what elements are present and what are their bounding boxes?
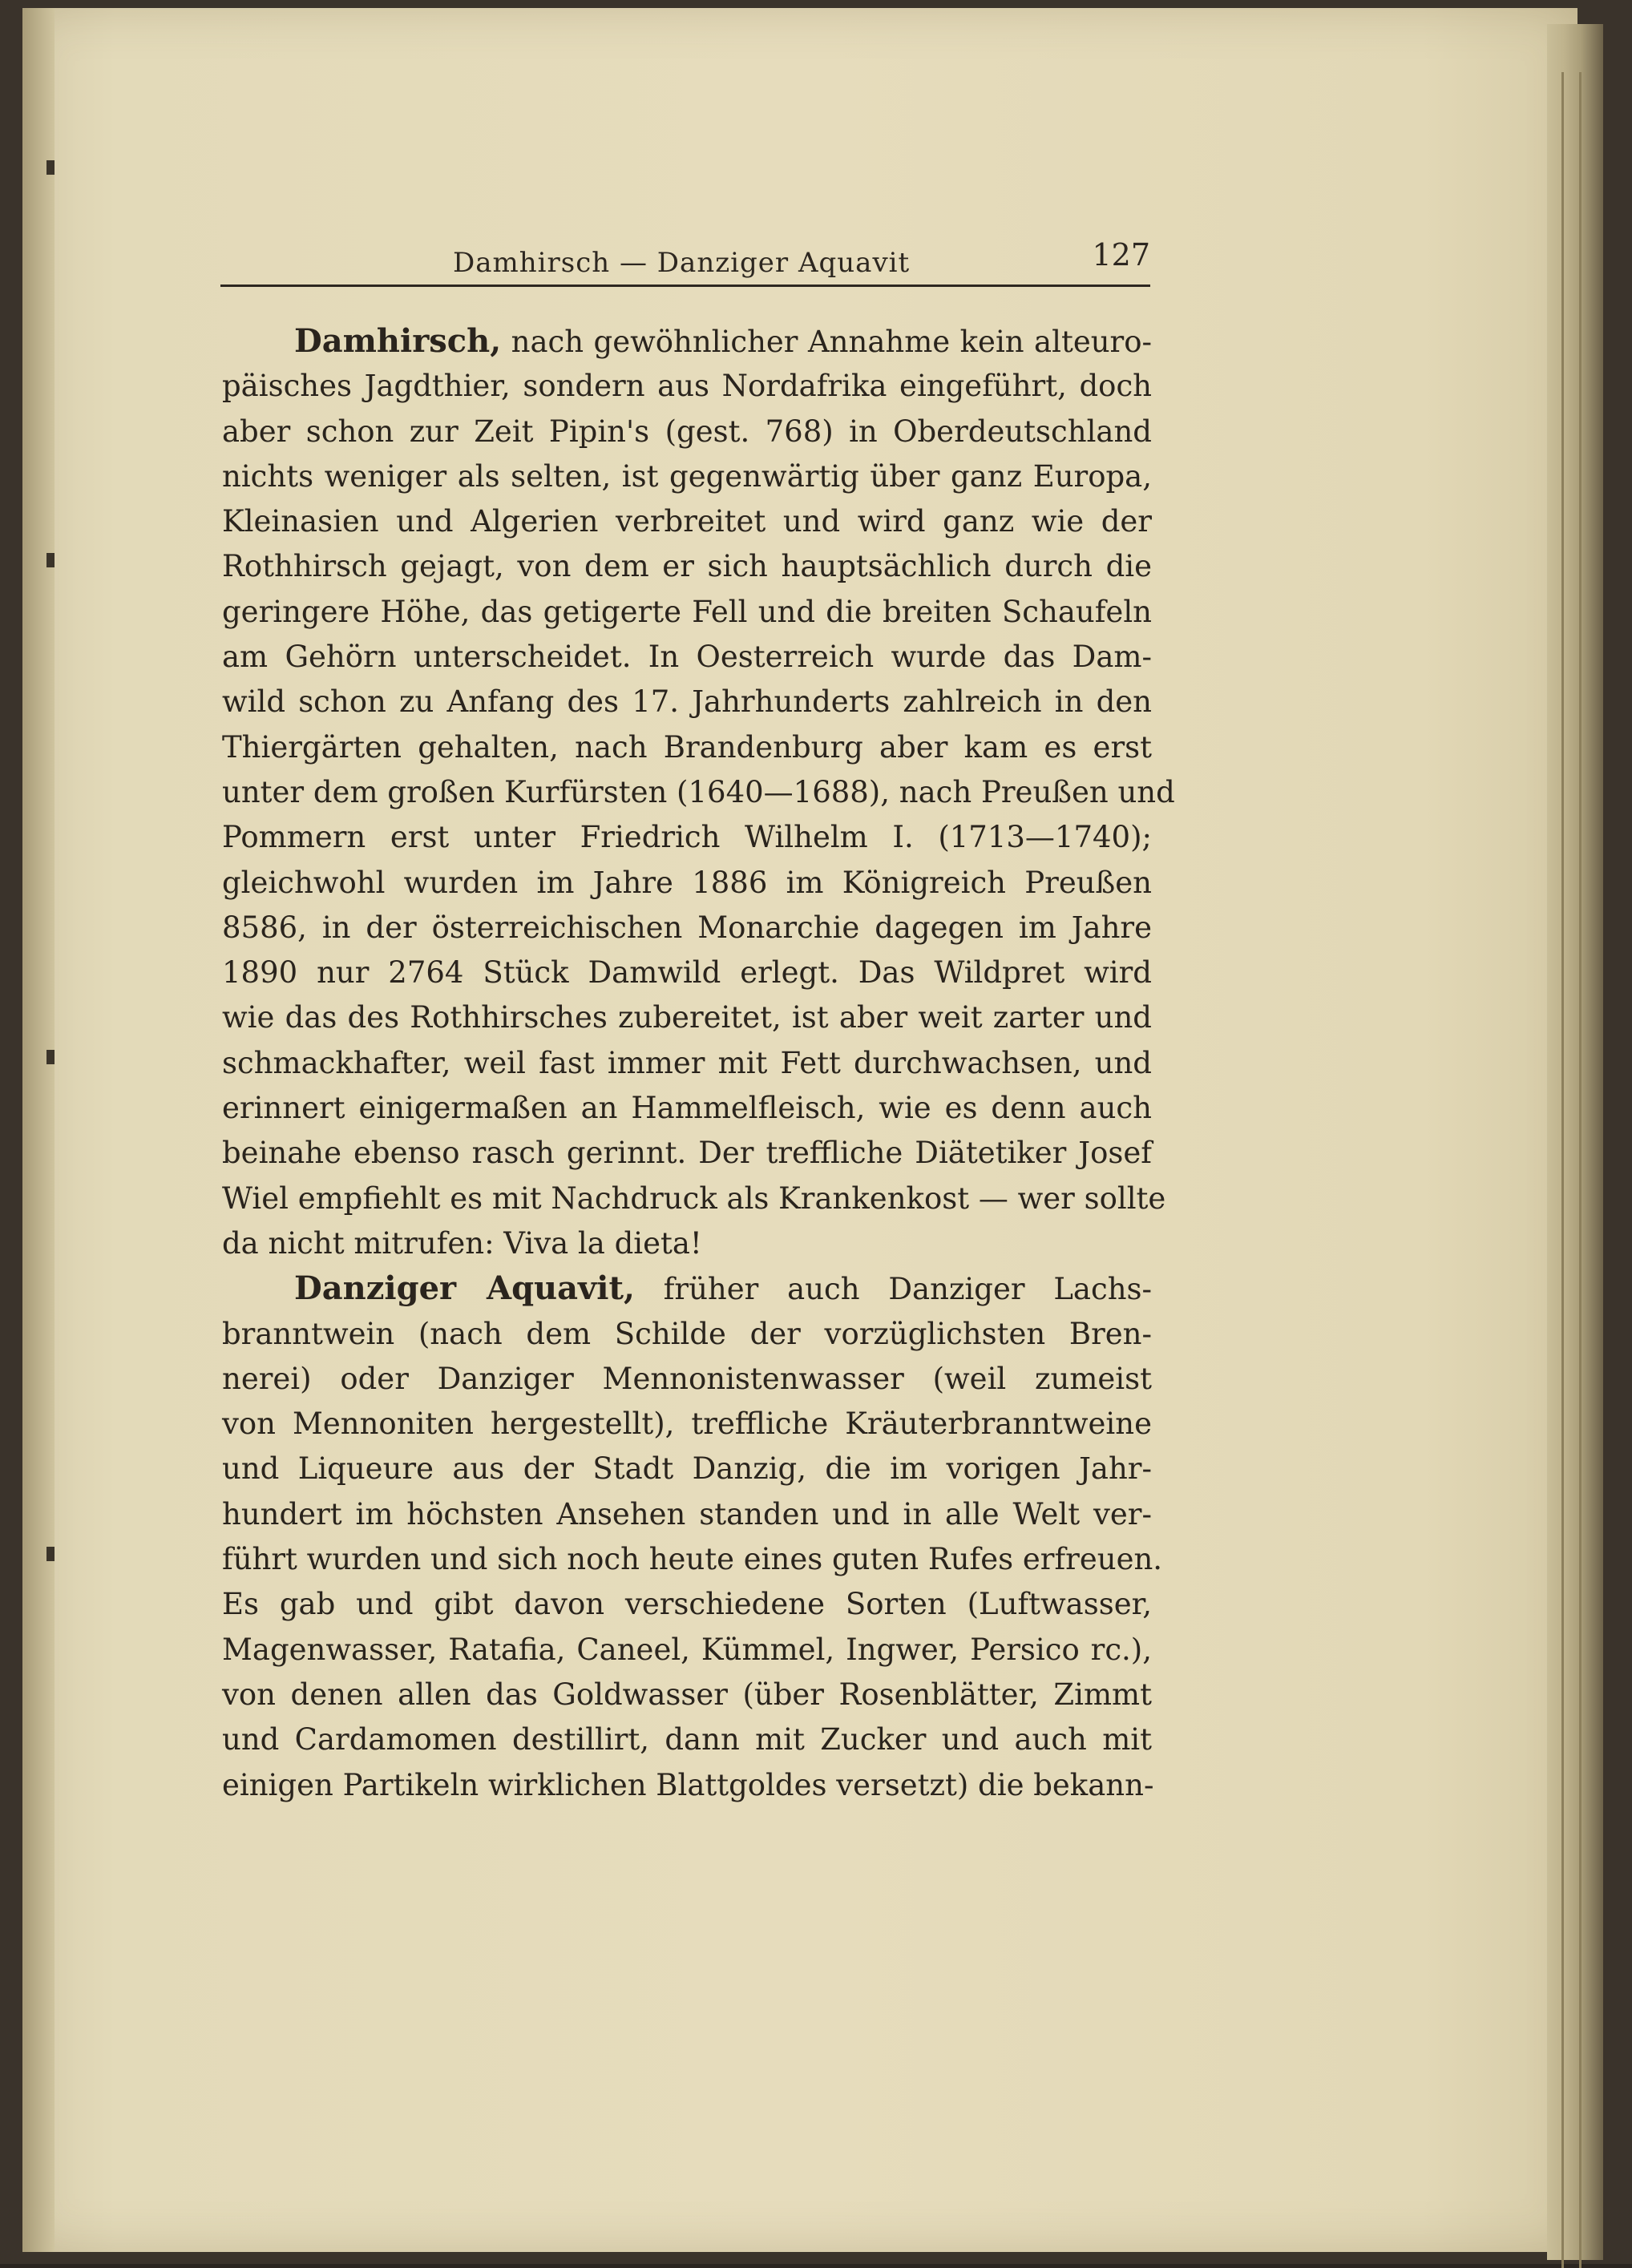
text-line: von Mennoniten hergestellt), treffliche Kräuterbranntweine — [222, 1406, 1152, 1442]
text-line: wie das des Rothhirsches zubereitet, ist aber weit zarter und — [222, 1000, 1152, 1035]
running-head — [220, 237, 1150, 280]
text-line: und Liqueure aus der Stadt Danzig, die im vorigen Jahr- — [222, 1451, 1152, 1487]
text-line: schmackhafter, weil fast immer mit Fett durchwachsen, und — [222, 1045, 1152, 1080]
text-line: nichts weniger als selten, ist gegenwärtig über ganz Europa, — [222, 458, 1152, 494]
margin-mark — [46, 160, 55, 175]
margin-mark — [46, 1547, 55, 1561]
margin-mark — [46, 553, 55, 567]
text-line: 1890 nur 2764 Stück Damwild erlegt. Das Wildpret wird — [222, 955, 1152, 991]
text-line: Rothhirsch gejagt, von dem er sich hauptsächlich durch die — [222, 549, 1152, 584]
text-line: aber schon zur Zeit Pipin's (gest. 768) in Oberdeutschland — [222, 414, 1152, 449]
text-line: hundert im höchsten Ansehen standen und in alle Welt ver- — [222, 1496, 1152, 1532]
page-edge-line — [1561, 72, 1564, 2268]
text-line: 8586, in der österreichischen Monarchie dagegen im Jahre — [222, 910, 1152, 945]
text-line: Danziger Aquavit, früher auch Danziger Lachs- — [294, 1269, 1153, 1308]
page-number: 127 — [1092, 237, 1150, 272]
page-edge-stack — [1547, 24, 1603, 2260]
text-line: am Gehörn unterscheidet. In Oesterreich wurde das Dam- — [222, 640, 1152, 675]
page-body — [222, 319, 1175, 1808]
text-line: von denen allen das Goldwasser (über Rosenblätter, Zimmt — [222, 1677, 1152, 1712]
page-edge-line — [1579, 72, 1582, 2268]
text-line: beinahe ebenso rasch gerinnt. Der treffliche Diätetiker Josef — [222, 1136, 1152, 1171]
running-head-title: Damhirsch — Danziger Aquavit — [453, 247, 911, 279]
margin-mark — [46, 1050, 55, 1064]
text-line: Kleinasien und Algerien verbreitet und wird ganz wie der — [222, 504, 1152, 539]
text-line: päisches Jagdthier, sondern aus Nordafrika eingeführt, doch — [222, 369, 1152, 404]
text-line: nerei) oder Danziger Mennonistenwasser (weil zumeist — [222, 1361, 1152, 1396]
text-line: Es gab und gibt davon verschiedene Sorten (Luftwasser, — [222, 1587, 1152, 1622]
entry-danziger-aquavit — [222, 1266, 1163, 1808]
text-line: Thiergärten gehalten, nach Brandenburg aber kam es erst — [222, 729, 1152, 765]
text-line: gleichwohl wurden im Jahre 1886 im Königreich Preußen — [222, 865, 1152, 900]
headword: Damhirsch, — [294, 322, 502, 360]
headword: Danziger Aquavit, — [294, 1269, 635, 1308]
header-rule — [220, 285, 1150, 287]
entry-damhirsch — [222, 319, 1175, 1266]
text-line: unter dem großen Kurfürsten (1640—1688), nach Preußen und — [222, 774, 1175, 809]
text-line: Wiel empfiehlt es mit Nachdruck als Krankenkost — wer sollte — [222, 1180, 1166, 1216]
text-line: da nicht mitrufen: Viva la dieta! — [222, 1225, 702, 1261]
text-line: Magenwasser, Ratafia, Caneel, Kümmel, Ingwer, Persico rc.), — [222, 1632, 1152, 1667]
text-line: Pommern erst unter Friedrich Wilhelm I. (1713—1740); — [222, 820, 1152, 855]
text-line: branntwein (nach dem Schilde der vorzüglichsten Bren- — [222, 1316, 1152, 1351]
text-line: wild schon zu Anfang des 17. Jahrhunderts zahlreich in den — [222, 684, 1152, 720]
text-line: erinnert einigermaßen an Hammelfleisch, wie es denn auch — [222, 1091, 1152, 1126]
text-line: geringere Höhe, das getigerte Fell und die breiten Schaufeln — [222, 594, 1152, 629]
text-line: einigen Partikeln wirklichen Blattgoldes versetzt) die bekann- — [222, 1767, 1154, 1802]
text-line: und Cardamomen destillirt, dann mit Zucker und auch mit — [222, 1722, 1152, 1757]
text-line: Damhirsch, nach gewöhnlicher Annahme kein alteuro- — [294, 322, 1153, 360]
text-line: führt wurden und sich noch heute eines guten Rufes erfreuen. — [222, 1542, 1163, 1577]
binding-gutter — [22, 8, 55, 2252]
